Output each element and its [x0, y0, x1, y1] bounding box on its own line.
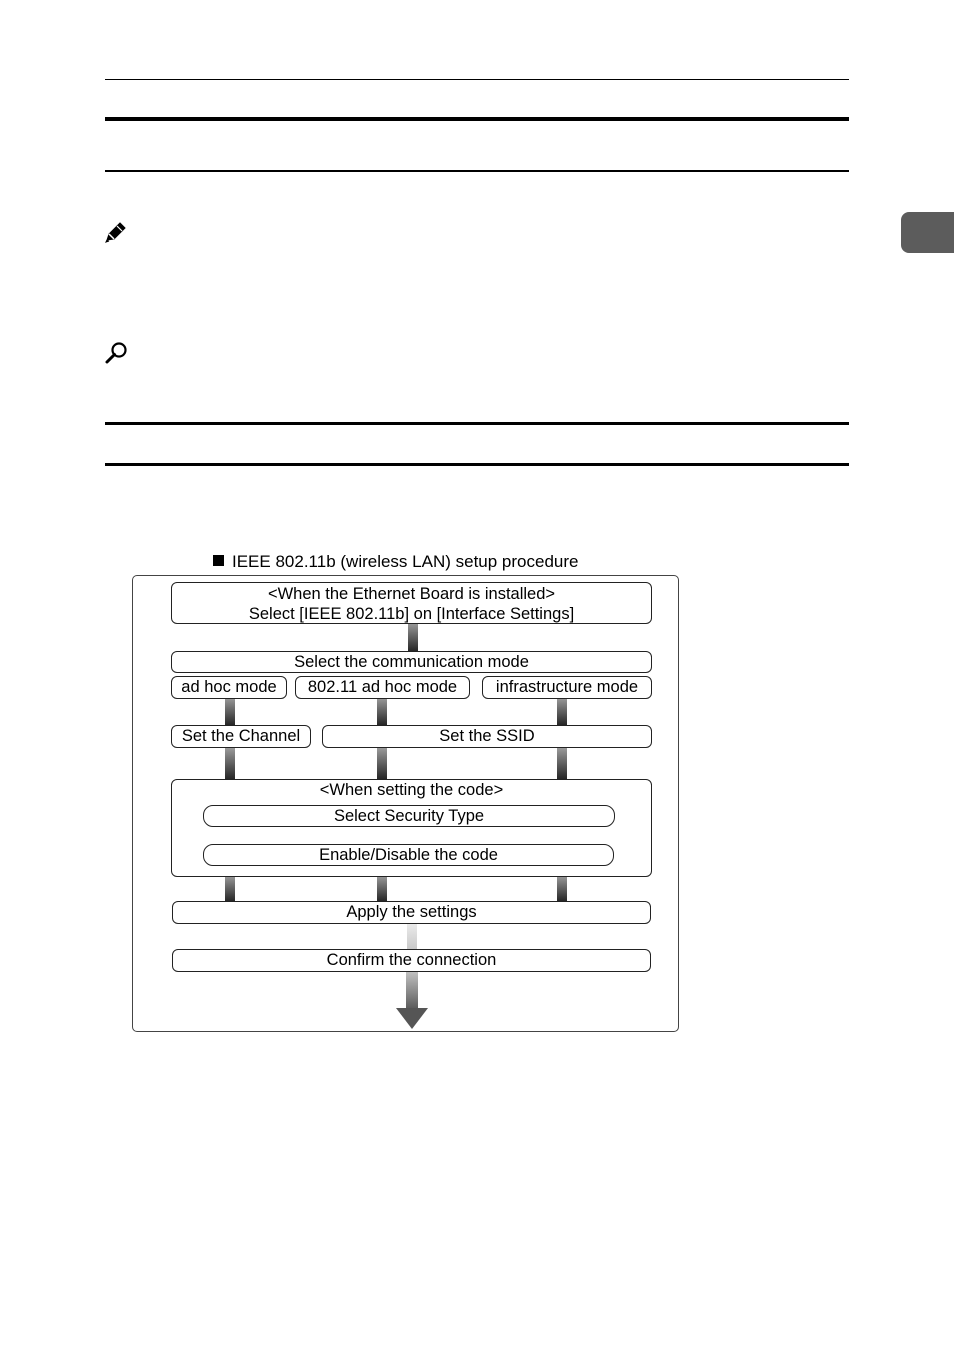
- step-select-security: Select Security Type: [203, 805, 615, 827]
- connector-ethernet-to-mode: [408, 623, 418, 652]
- mode-80211-adhoc: 802.11 ad hoc mode: [295, 676, 470, 699]
- mode-adhoc: ad hoc mode: [171, 676, 287, 699]
- step-ethernet-board-line1: <When the Ethernet Board is installed>: [267, 585, 556, 603]
- step-select-mode: Select the communication mode: [171, 651, 652, 673]
- step-enable-disable-code: Enable/Disable the code: [203, 844, 614, 866]
- step-ethernet-board: [171, 582, 652, 624]
- pencil-icon: [104, 221, 128, 243]
- figure-caption-text: IEEE 802.11b (wireless LAN) setup procedure: [232, 552, 579, 571]
- magnifier-icon: [104, 341, 130, 365]
- subsection-rule-bottom: [105, 463, 849, 466]
- connector-code-to-apply-right: [557, 876, 567, 902]
- section-rule-bottom: [105, 170, 849, 172]
- step-set-ssid: Set the SSID: [322, 725, 652, 748]
- connector-code-to-apply-left: [225, 876, 235, 902]
- connector-ssid-left-to-code: [377, 748, 387, 780]
- header-rule: [105, 79, 849, 80]
- step-ethernet-board-line2: Select [IEEE 802.11b] on [Interface Settings]: [248, 605, 575, 623]
- connector-channel-to-code: [225, 748, 235, 780]
- mode-infrastructure: infrastructure mode: [482, 676, 652, 699]
- down-arrow-icon: [396, 1008, 428, 1029]
- step-apply-settings: Apply the settings: [172, 901, 651, 924]
- connector-80211-to-ssid: [377, 698, 387, 726]
- connector-ssid-right-to-code: [557, 748, 567, 780]
- step-set-channel: Set the Channel: [171, 725, 311, 748]
- figure-caption: [213, 551, 578, 573]
- chapter-tab: [901, 212, 954, 253]
- section-rule-top: [105, 117, 849, 121]
- subsection-rule-top: [105, 422, 849, 425]
- connector-code-to-apply-mid: [377, 876, 387, 902]
- connector-apply-to-confirm: [407, 923, 417, 950]
- step-confirm-connection: Confirm the connection: [172, 949, 651, 972]
- square-bullet-icon: [213, 555, 224, 566]
- connector-infra-to-ssid: [557, 698, 567, 726]
- code-group-title: <When setting the code>: [319, 781, 504, 799]
- connector-adhoc-to-channel: [225, 698, 235, 726]
- end-arrow-shaft: [406, 972, 418, 1009]
